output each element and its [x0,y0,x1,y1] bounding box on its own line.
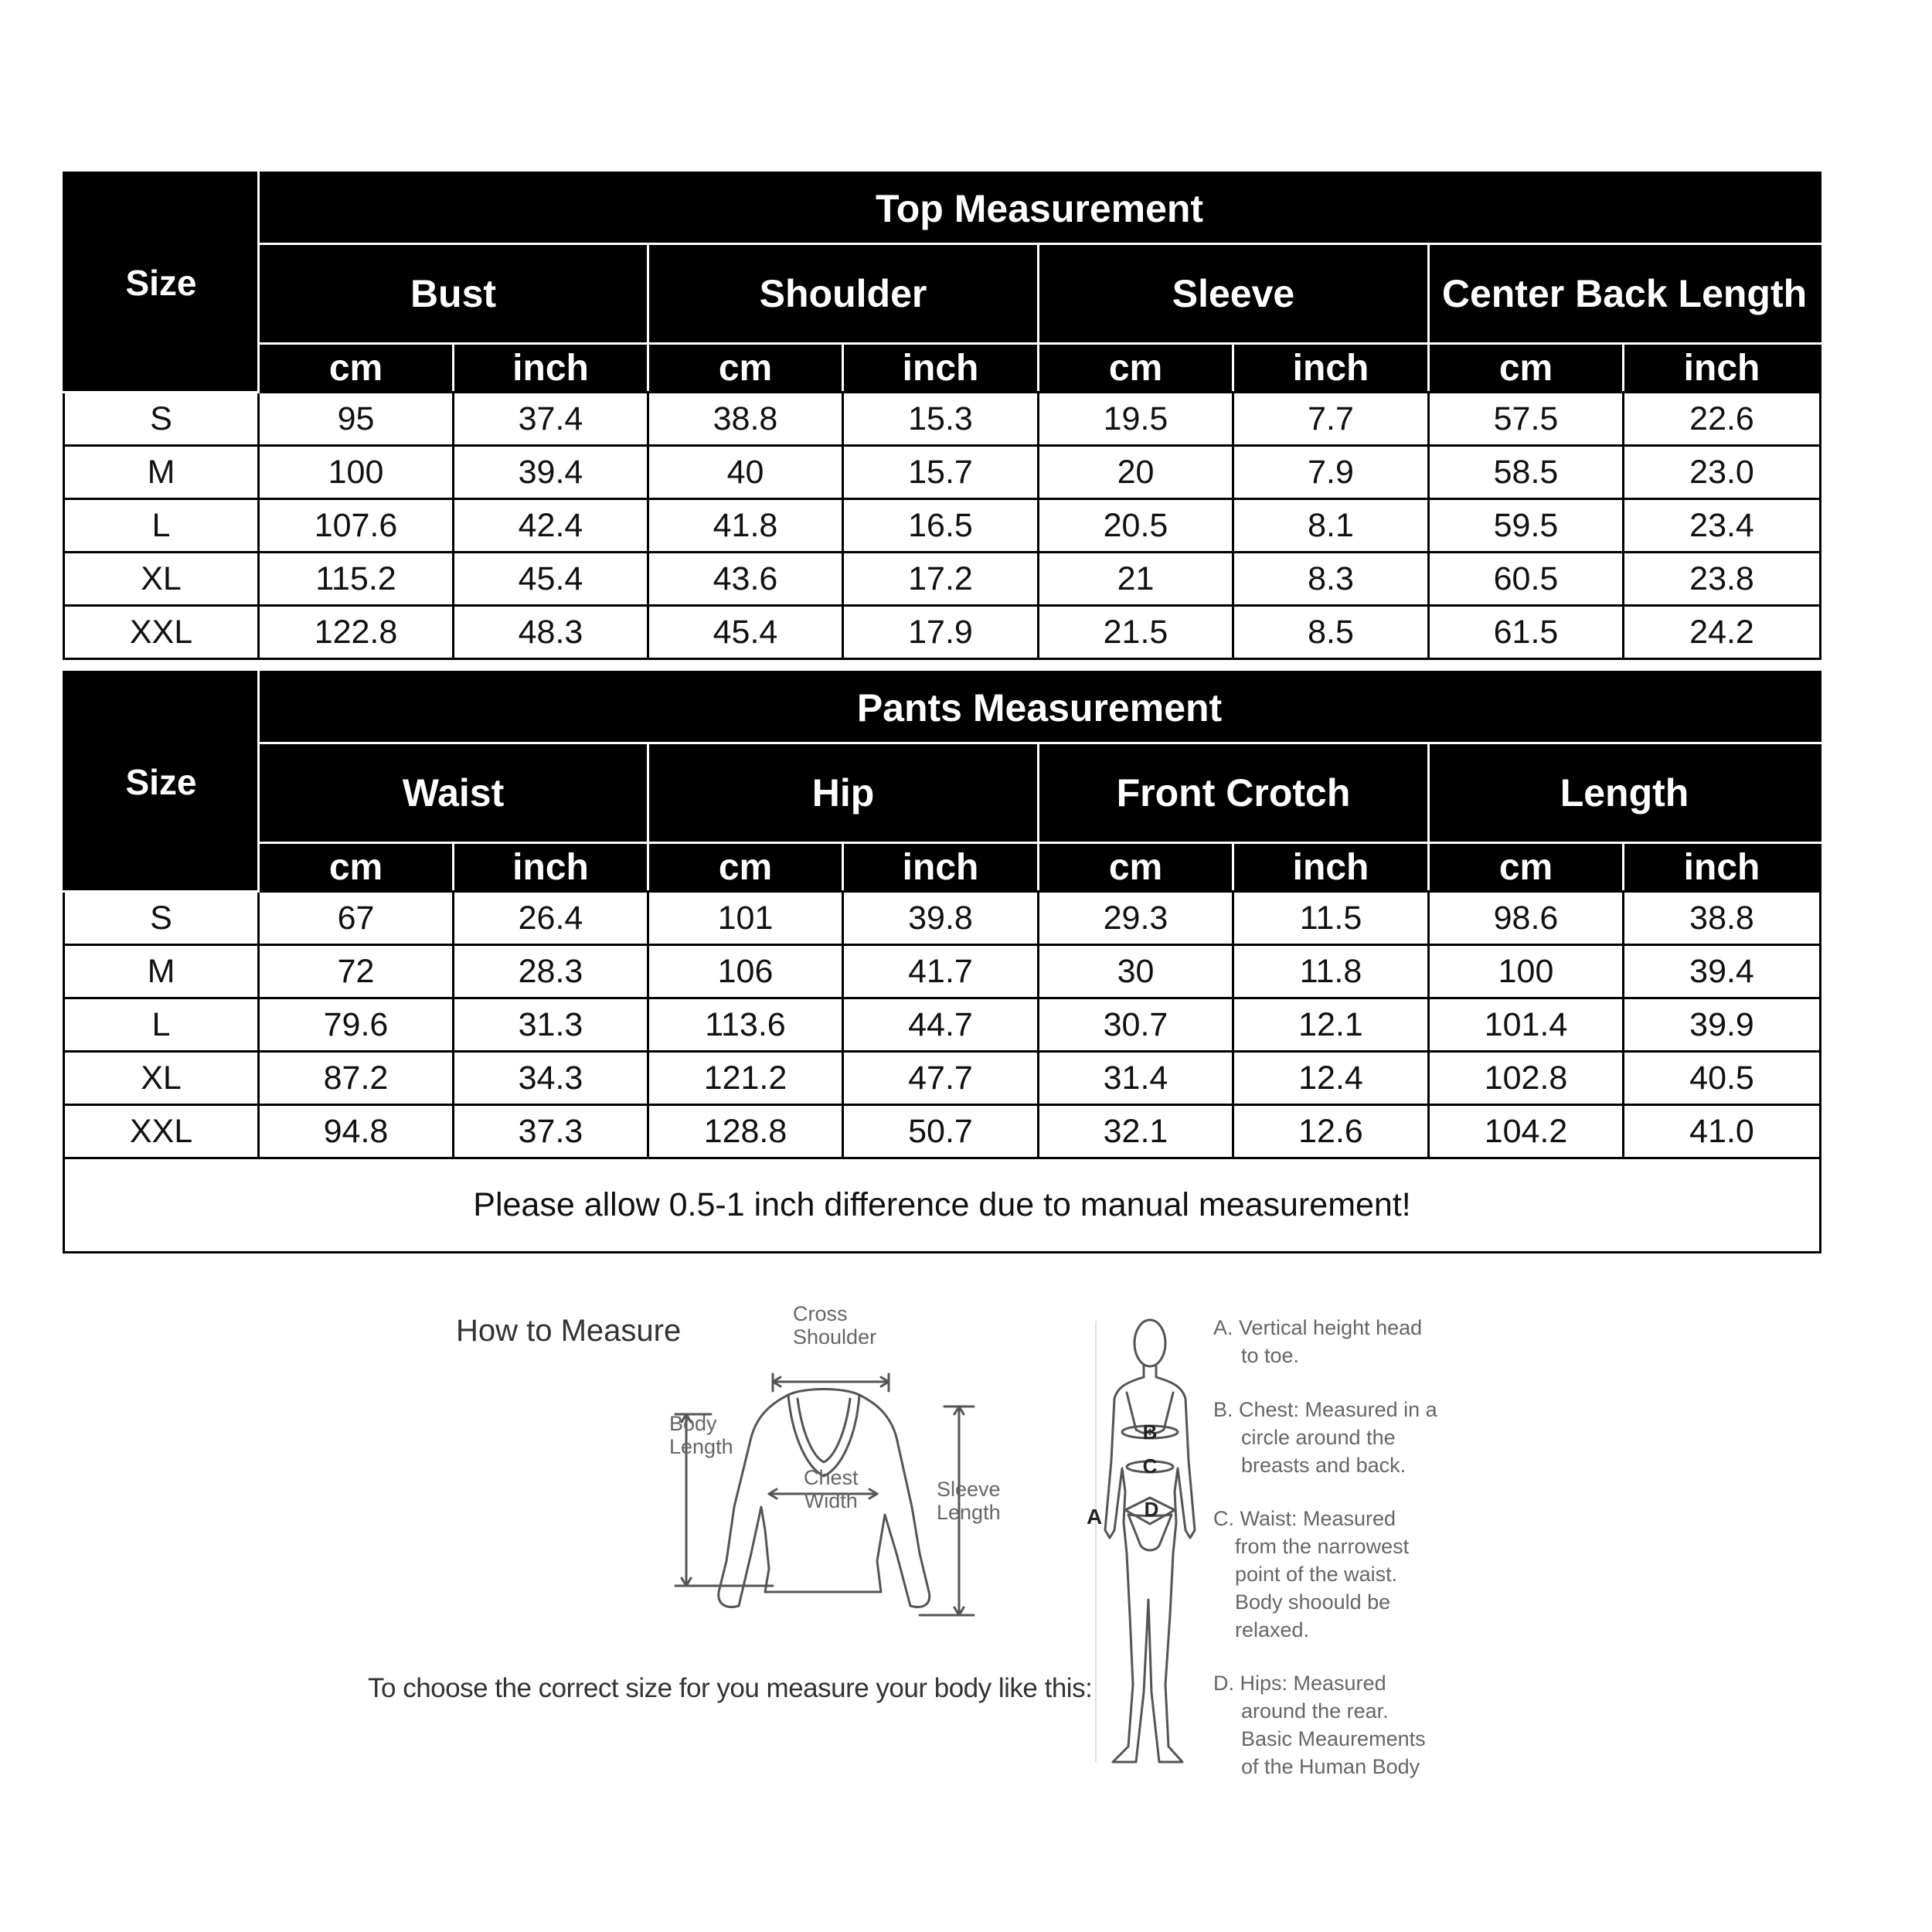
table-cell: 11.8 [1233,945,1429,998]
table-cell: 40 [648,446,843,499]
how-to-measure-title: How to Measure [456,1314,682,1348]
table-cell: 30 [1039,945,1233,998]
size-cell: XXL [64,1105,259,1158]
table-cell: 67 [259,892,454,945]
table-cell: 47.7 [843,1052,1039,1105]
table-cell: 21.5 [1039,606,1233,659]
cross-shoulder-label: Cross Shoulder [793,1302,877,1349]
body-figure-diagram [1082,1306,1213,1770]
table-cell: 31.4 [1039,1052,1233,1105]
size-column-header: Size [64,672,259,892]
table-row [64,553,1821,606]
table-cell: 38.8 [648,393,843,446]
measurement-note: Please allow 0.5-1 inch difference due to manual measurement! [64,1158,1821,1253]
table-cell: 79.6 [259,998,454,1052]
table-cell: 101.4 [1429,998,1624,1052]
table-cell: 87.2 [259,1052,454,1105]
unit-header: inch [1233,843,1429,892]
group-header-waist: Waist [259,743,648,843]
description-c: C. Waist: Measured from the narrowest point of the waist. Body shoould be relaxed. [1213,1507,1410,1641]
table-cell: 39.8 [843,892,1039,945]
size-cell: L [64,499,259,553]
table-cell: 48.3 [454,606,648,659]
marker-c: C [1142,1454,1158,1478]
pants-measurement-title: Pants Measurement [259,672,1821,743]
group-header-shoulder: Shoulder [648,244,1039,344]
table-cell: 32.1 [1039,1105,1233,1158]
table-cell: 26.4 [454,892,648,945]
size-cell: S [64,892,259,945]
sleeve-length-label: Sleeve Length [937,1478,1001,1524]
table-cell: 20.5 [1039,499,1233,553]
unit-header: cm [648,344,843,393]
table-cell: 106 [648,945,843,998]
table-cell: 102.8 [1429,1052,1624,1105]
table-cell: 41.0 [1624,1105,1821,1158]
table-cell: 22.6 [1624,393,1821,446]
table-cell: 11.5 [1233,892,1429,945]
size-cell: XL [64,553,259,606]
table-cell: 19.5 [1039,393,1233,446]
table-cell: 7.7 [1233,393,1429,446]
table-cell: 28.3 [454,945,648,998]
unit-header: cm [1039,344,1233,393]
table-row [64,945,1821,998]
unit-header: inch [843,843,1039,892]
table-cell: 122.8 [259,606,454,659]
table-cell: 43.6 [648,553,843,606]
chest-width-label: Chest Width [804,1466,859,1512]
table-cell: 41.7 [843,945,1039,998]
table-cell: 7.9 [1233,446,1429,499]
table-cell: 37.3 [454,1105,648,1158]
unit-header: cm [1429,344,1624,393]
table-cell: 58.5 [1429,446,1624,499]
table-cell: 57.5 [1429,393,1624,446]
table-cell: 107.6 [259,499,454,553]
table-cell: 8.3 [1233,553,1429,606]
table-cell: 15.7 [843,446,1039,499]
unit-header: cm [259,344,454,393]
table-cell: 23.4 [1624,499,1821,553]
table-cell: 17.9 [843,606,1039,659]
table-cell: 72 [259,945,454,998]
table-cell: 23.0 [1624,446,1821,499]
size-column-header: Size [64,173,259,393]
table-cell: 20 [1039,446,1233,499]
marker-d: D [1144,1498,1159,1521]
table-cell: 39.9 [1624,998,1821,1052]
table-cell: 31.3 [454,998,648,1052]
table-cell: 59.5 [1429,499,1624,553]
group-header-bust: Bust [259,244,648,344]
measure-instruction-text: To choose the correct size for you measure your body like this: [368,1673,1093,1703]
size-cell: XXL [64,606,259,659]
table-cell: 101 [648,892,843,945]
group-header-front-crotch: Front Crotch [1039,743,1429,843]
marker-b: B [1142,1420,1158,1444]
group-header-length: Length [1429,743,1821,843]
table-row [64,606,1821,659]
unit-header: inch [454,344,648,393]
table-cell: 98.6 [1429,892,1624,945]
table-cell: 50.7 [843,1105,1039,1158]
description-b: B. Chest: Measured in a circle around the breasts and back. [1213,1398,1437,1477]
unit-header: cm [1429,843,1624,892]
table-cell: 39.4 [1624,945,1821,998]
size-cell: M [64,446,259,499]
table-cell: 121.2 [648,1052,843,1105]
table-cell: 113.6 [648,998,843,1052]
unit-header: cm [648,843,843,892]
group-header-hip: Hip [648,743,1039,843]
table-cell: 12.1 [1233,998,1429,1052]
table-cell: 42.4 [454,499,648,553]
size-cell: M [64,945,259,998]
unit-header: inch [1624,843,1821,892]
table-cell: 8.1 [1233,499,1429,553]
table-cell: 30.7 [1039,998,1233,1052]
top-measurement-title: Top Measurement [259,173,1821,244]
size-cell: L [64,998,259,1052]
unit-header: inch [454,843,648,892]
table-row [64,446,1821,499]
table-cell: 29.3 [1039,892,1233,945]
table-cell: 23.8 [1624,553,1821,606]
table-cell: 95 [259,393,454,446]
table-cell: 104.2 [1429,1105,1624,1158]
table-cell: 44.7 [843,998,1039,1052]
table-cell: 128.8 [648,1105,843,1158]
unit-header: inch [1233,344,1429,393]
table-cell: 8.5 [1233,606,1429,659]
pants-measurement-table [63,671,1821,1253]
top-measurement-table [63,172,1821,660]
description-d: D. Hips: Measured around the rear. Basic Meaurements of the Human Body [1213,1672,1426,1778]
table-cell: 40.5 [1624,1052,1821,1105]
table-cell: 41.8 [648,499,843,553]
unit-header: inch [1624,344,1821,393]
size-cell: XL [64,1052,259,1105]
unit-header: cm [1039,843,1233,892]
table-cell: 21 [1039,553,1233,606]
unit-header: inch [843,344,1039,393]
table-cell: 38.8 [1624,892,1821,945]
unit-header: cm [259,843,454,892]
table-cell: 17.2 [843,553,1039,606]
table-cell: 45.4 [648,606,843,659]
table-cell: 45.4 [454,553,648,606]
table-cell: 100 [1429,945,1624,998]
table-cell: 12.4 [1233,1052,1429,1105]
marker-a: A [1087,1505,1103,1529]
table-cell: 24.2 [1624,606,1821,659]
table-cell: 61.5 [1429,606,1624,659]
table-cell: 37.4 [454,393,648,446]
group-header-sleeve: Sleeve [1039,244,1429,344]
table-cell: 12.6 [1233,1105,1429,1158]
description-a: A. Vertical height head to toe. [1213,1316,1423,1367]
table-cell: 16.5 [843,499,1039,553]
table-cell: 34.3 [454,1052,648,1105]
table-cell: 39.4 [454,446,648,499]
table-row [64,499,1821,553]
table-cell: 115.2 [259,553,454,606]
table-row [64,892,1821,945]
table-cell: 15.3 [843,393,1039,446]
table-row [64,1052,1821,1105]
table-row [64,393,1821,446]
table-cell: 94.8 [259,1105,454,1158]
table-row [64,1105,1821,1158]
group-header-center-back-length: Center Back Length [1429,244,1821,344]
table-cell: 100 [259,446,454,499]
table-row [64,998,1821,1052]
size-cell: S [64,393,259,446]
body-length-label: Body Length [669,1412,733,1458]
table-cell: 60.5 [1429,553,1624,606]
